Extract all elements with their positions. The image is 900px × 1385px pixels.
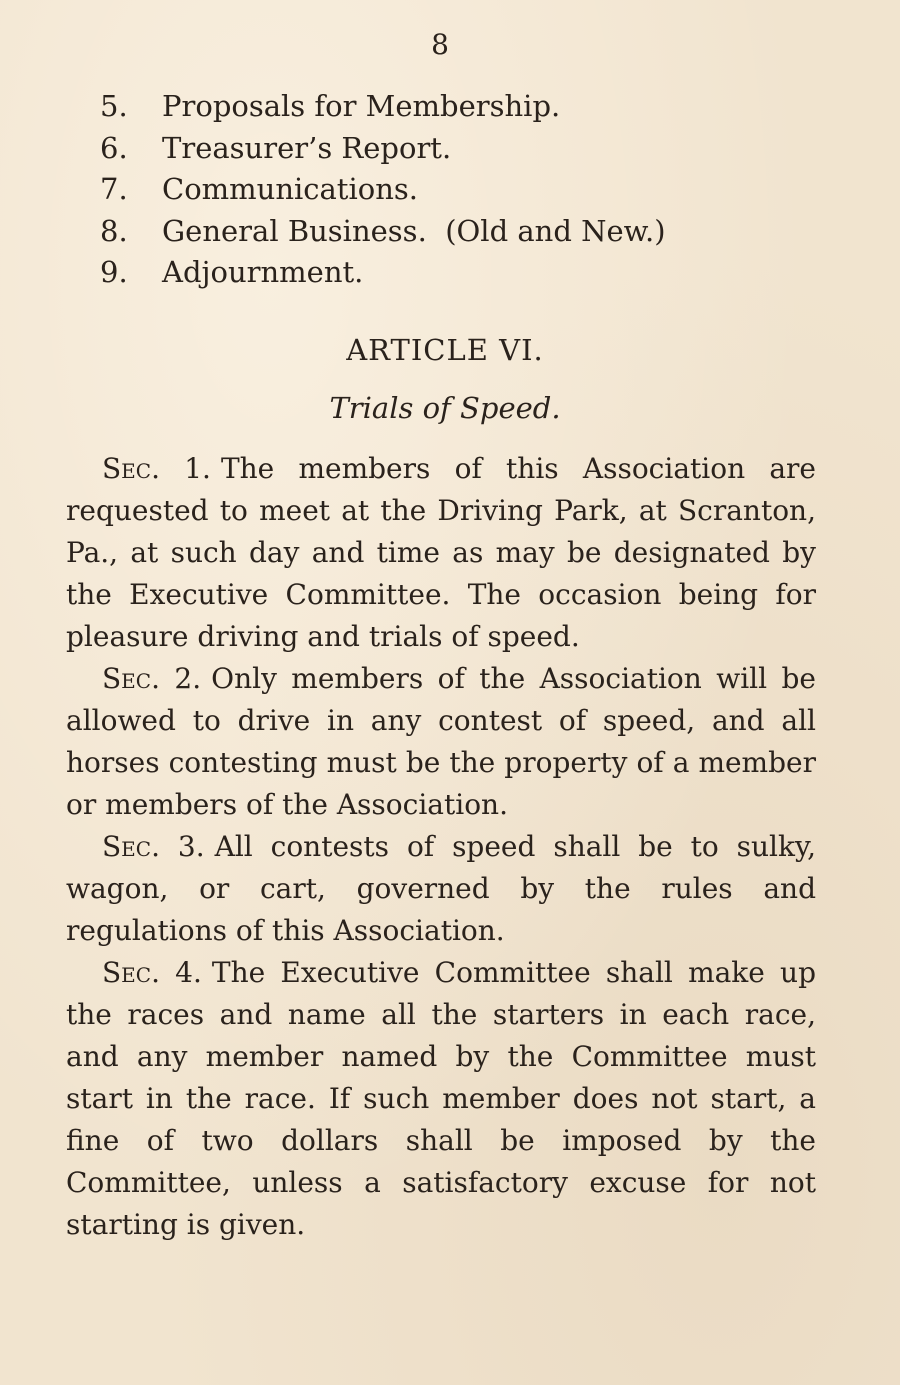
- agenda-item-text: General Business. (Old and New.): [162, 213, 666, 248]
- section-text: Only members of the Association will be allowed to drive in any contest of speed, and all horses contesting must be the property of a member or members of the Association.: [66, 662, 816, 821]
- agenda-item-text: Proposals for Membership.: [162, 89, 561, 123]
- agenda-item: [100, 169, 800, 211]
- agenda-item: [100, 86, 800, 128]
- agenda-item-text: Communications.: [162, 172, 418, 206]
- article-subtitle: Trials of Speed.: [329, 391, 561, 425]
- agenda-list: [100, 86, 800, 294]
- section-text: The members of this Association are requested to meet at the Driving Park, at Scranton, Pa., at such day and time as may be designated by the Executive Committee. The occasion being for pleasure driving and trials of speed.: [66, 452, 816, 653]
- article-heading: ARTICLE VI.: [346, 333, 544, 367]
- section-label: Sec. 1.: [102, 452, 211, 485]
- agenda-item-text: Adjournment.: [162, 255, 364, 289]
- section-text: All contests of speed shall be to sulky, wagon, or cart, governed by the rules and regulations of this Association.: [66, 830, 816, 947]
- section-paragraph: [66, 952, 816, 1246]
- section-paragraph: [66, 448, 816, 658]
- agenda-item-number: 5.: [100, 89, 128, 123]
- agenda-item-number: 9.: [100, 255, 128, 289]
- section-label: Sec. 4.: [102, 956, 202, 989]
- agenda-item: [100, 128, 800, 170]
- section-text: The Executive Committee shall make up the races and name all the starters in each race, and any member named by the Committee must start in the race. If such member does not start, a fine of two dollars shall be imposed by the Committee, unless a satisfactory excuse for not starting is given.: [66, 956, 816, 1241]
- agenda-item: [100, 252, 800, 294]
- section-label: Sec. 2.: [102, 662, 202, 695]
- agenda-item: [100, 211, 800, 253]
- article-body: [66, 448, 816, 1246]
- page-number: 8: [431, 28, 449, 61]
- section-label: Sec. 3.: [102, 830, 205, 863]
- agenda-item-text: Treasurer’s Report.: [162, 130, 452, 165]
- section-paragraph: [66, 826, 816, 952]
- section-paragraph: [66, 658, 816, 826]
- agenda-item-number: 8.: [100, 213, 128, 248]
- agenda-item-number: 7.: [100, 172, 128, 206]
- agenda-item-number: 6.: [100, 130, 128, 165]
